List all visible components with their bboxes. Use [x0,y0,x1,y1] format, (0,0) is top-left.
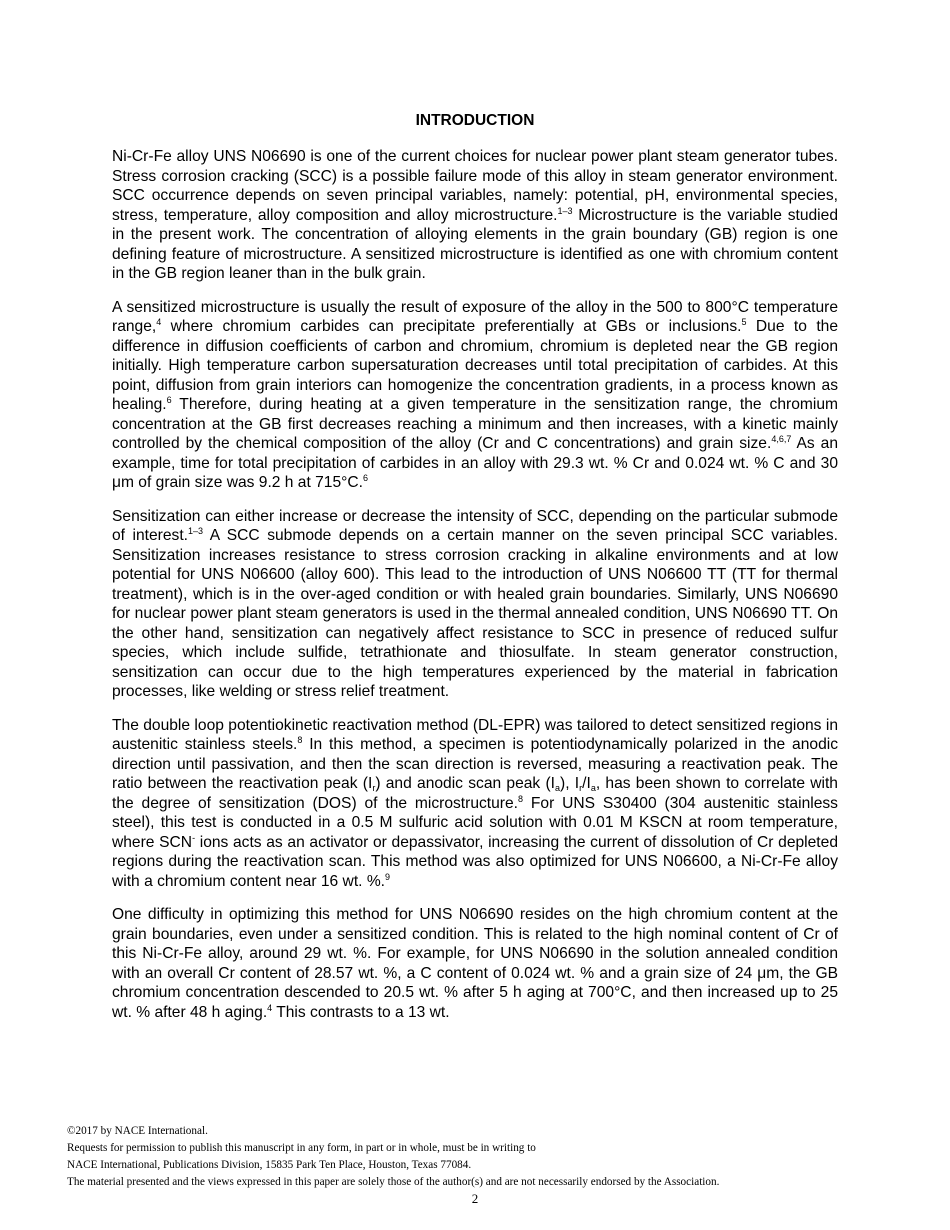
paragraph-4: The double loop potentiokinetic reactivation method (DL-EPR) was tailored to detect sensitized regions in austenitic stainless steels.$^8$ In this method, a specimen is potentiodynamically polarized in the anodic direction until passivation, and then the scan direction is reversed, measuring a reactivation peak. The ratio between the reactivation peak $(I_r)$ and anodic scan peak $(I_a)$, $I_r/I_a$, has been shown to correlate with the degree of sensitization (DOS) of the microstructure.$^8$ For UNS S30400 (304 austenitic stainless steel), this test is conducted in a 0.5 M sulfuric acid solution with 0.01 M KSCN at room temperature, where SCN- ions acts as an activator or depassivator, increasing the current of dissolution of Cr depleted regions during the reactivation scan. This method was also optimized for UNS N06600, a Ni-Cr-Fe alloy with a chromium content near 16 wt. %.$^9$ [112,716,839,890]
citation: 8 [518,793,524,804]
permission-line: Requests for permission to publish this manuscript in any form, in part or in whole, must be in writing to [67,1142,536,1154]
citation: 9 [385,871,391,882]
subscript: a [555,783,561,793]
subscript: a [590,783,596,793]
citation: 8 [297,735,303,745]
subscript: r [372,783,376,793]
citation: 4 [267,1002,273,1013]
section-heading: INTRODUCTION [415,112,535,129]
paragraph-2: A sensitized microstructure is usually the result of exposure of the alloy in the 500 to 800°C temperature range,$^4$ where chromium carbides can precipitate preferentially at GBs or inclusions.$^5$ Due to the difference in diffusion coefficients of carbon and chromium, chromium is depleted near the GB region initially. High temperature carbon supersaturation decreases until total precipitation of carbides. At this point, diffusion from grain interiors can homogenize the concentration gradients, in a process known as healing.$^6$ Therefore, during heating at a given temperature in the sensitization range, the chromium concentration at the GB first decreases reaching a minimum and then increases, with a kinetic mainly controlled by the chemical composition of the alloy (Cr and C concentrations) and grain size.$^{4,6,7}$ As an example, time for total precipitation of carbides in an alloy with 29.3 wt. % Cr and 0.024 wt. % C and 30 μm of grain size was 9.2 h at 715°C.$^6$ [112,298,838,491]
body-text [112,147,838,1036]
subscript: r [579,783,583,793]
copyright-line: ©2017 by NACE International. [67,1125,208,1137]
citation: 6 [362,473,368,483]
copyright-footer [67,1123,887,1191]
paragraph-3: Sensitization can either increase or decrease the intensity of SCC, depending on the particular submode of interest.$^{1-3}$ A SCC submode depends on a certain manner on the seven principal SCC variables. Sensitization increases resistance to stress corrosion cracking in alkaline environments and at low potential for UNS N06600 (alloy 600). This lead to the introduction of UNS N06600 TT (TT for thermal treatment), which is in the over-aged condition or with healed grain boundaries. Similarly, UNS N06690 for nuclear power plant steam generators is used in the thermal annealed condition, UNS N06690 TT. On the other hand, sensitization can negatively affect resistance to SCC in presence of reduced sulfur species, which include sulfide, tetrathionate and thiosulfate. In steam generator construction, sensitization can occur due to the high temperatures experienced by the material in fabrication processes, like welding or stress relief treatment. [112,507,838,700]
citation: 1–3 [557,205,573,216]
citation: 1–3 [188,526,204,536]
paragraph-1: Ni-Cr-Fe alloy UNS N06690 is one of the current choices for nuclear power plant steam generator tubes. Stress corrosion cracking (SCC) is a possible failure mode of this alloy in steam generator environment. SCC occurrence depends on seven principal variables, namely: potential, pH, environmental species, stress, temperature, alloy composition and alloy microstructure.$^{1-3}$ Microstructure is the variable studied in the present work. The concentration of alloying elements in the grain boundary (GB) region is one defining feature of microstructure. A sensitized microstructure is identified as one with chromium content in the GB region leaner than in the bulk grain. [112,148,838,282]
address-line: NACE International, Publications Division, 15835 Park Ten Place, Houston, Texas 77084. [67,1159,472,1171]
citation: 5 [741,317,747,327]
citation: 4,6,7 [771,434,792,444]
disclaimer-line: The material presented and the views expressed in this paper are solely those of the author(s) and are not necessarily endorsed by the Association. [67,1176,720,1188]
citation: 6 [166,395,172,405]
citation: 4 [156,317,162,327]
paragraph-5: One difficulty in optimizing this method for UNS N06690 resides on the high chromium content at the grain boundaries, even under a sensitized condition. This is related to the high nominal content of Cr of this Ni-Cr-Fe alloy, around 29 wt. %. For example, for UNS N06690 in the solution annealed condition with an overall Cr content of 28.57 wt. %, a C content of 0.024 wt. % and a grain size of 24 μm, the GB chromium concentration descended to 20.5 wt. % after 5 h aging at 700°C, and then increased up to 25 wt. % after 48 h aging.$^4$ This contrasts to a 13 wt. [112,906,838,1021]
superscript: - [192,832,196,843]
page-number: 2 [471,1191,479,1206]
